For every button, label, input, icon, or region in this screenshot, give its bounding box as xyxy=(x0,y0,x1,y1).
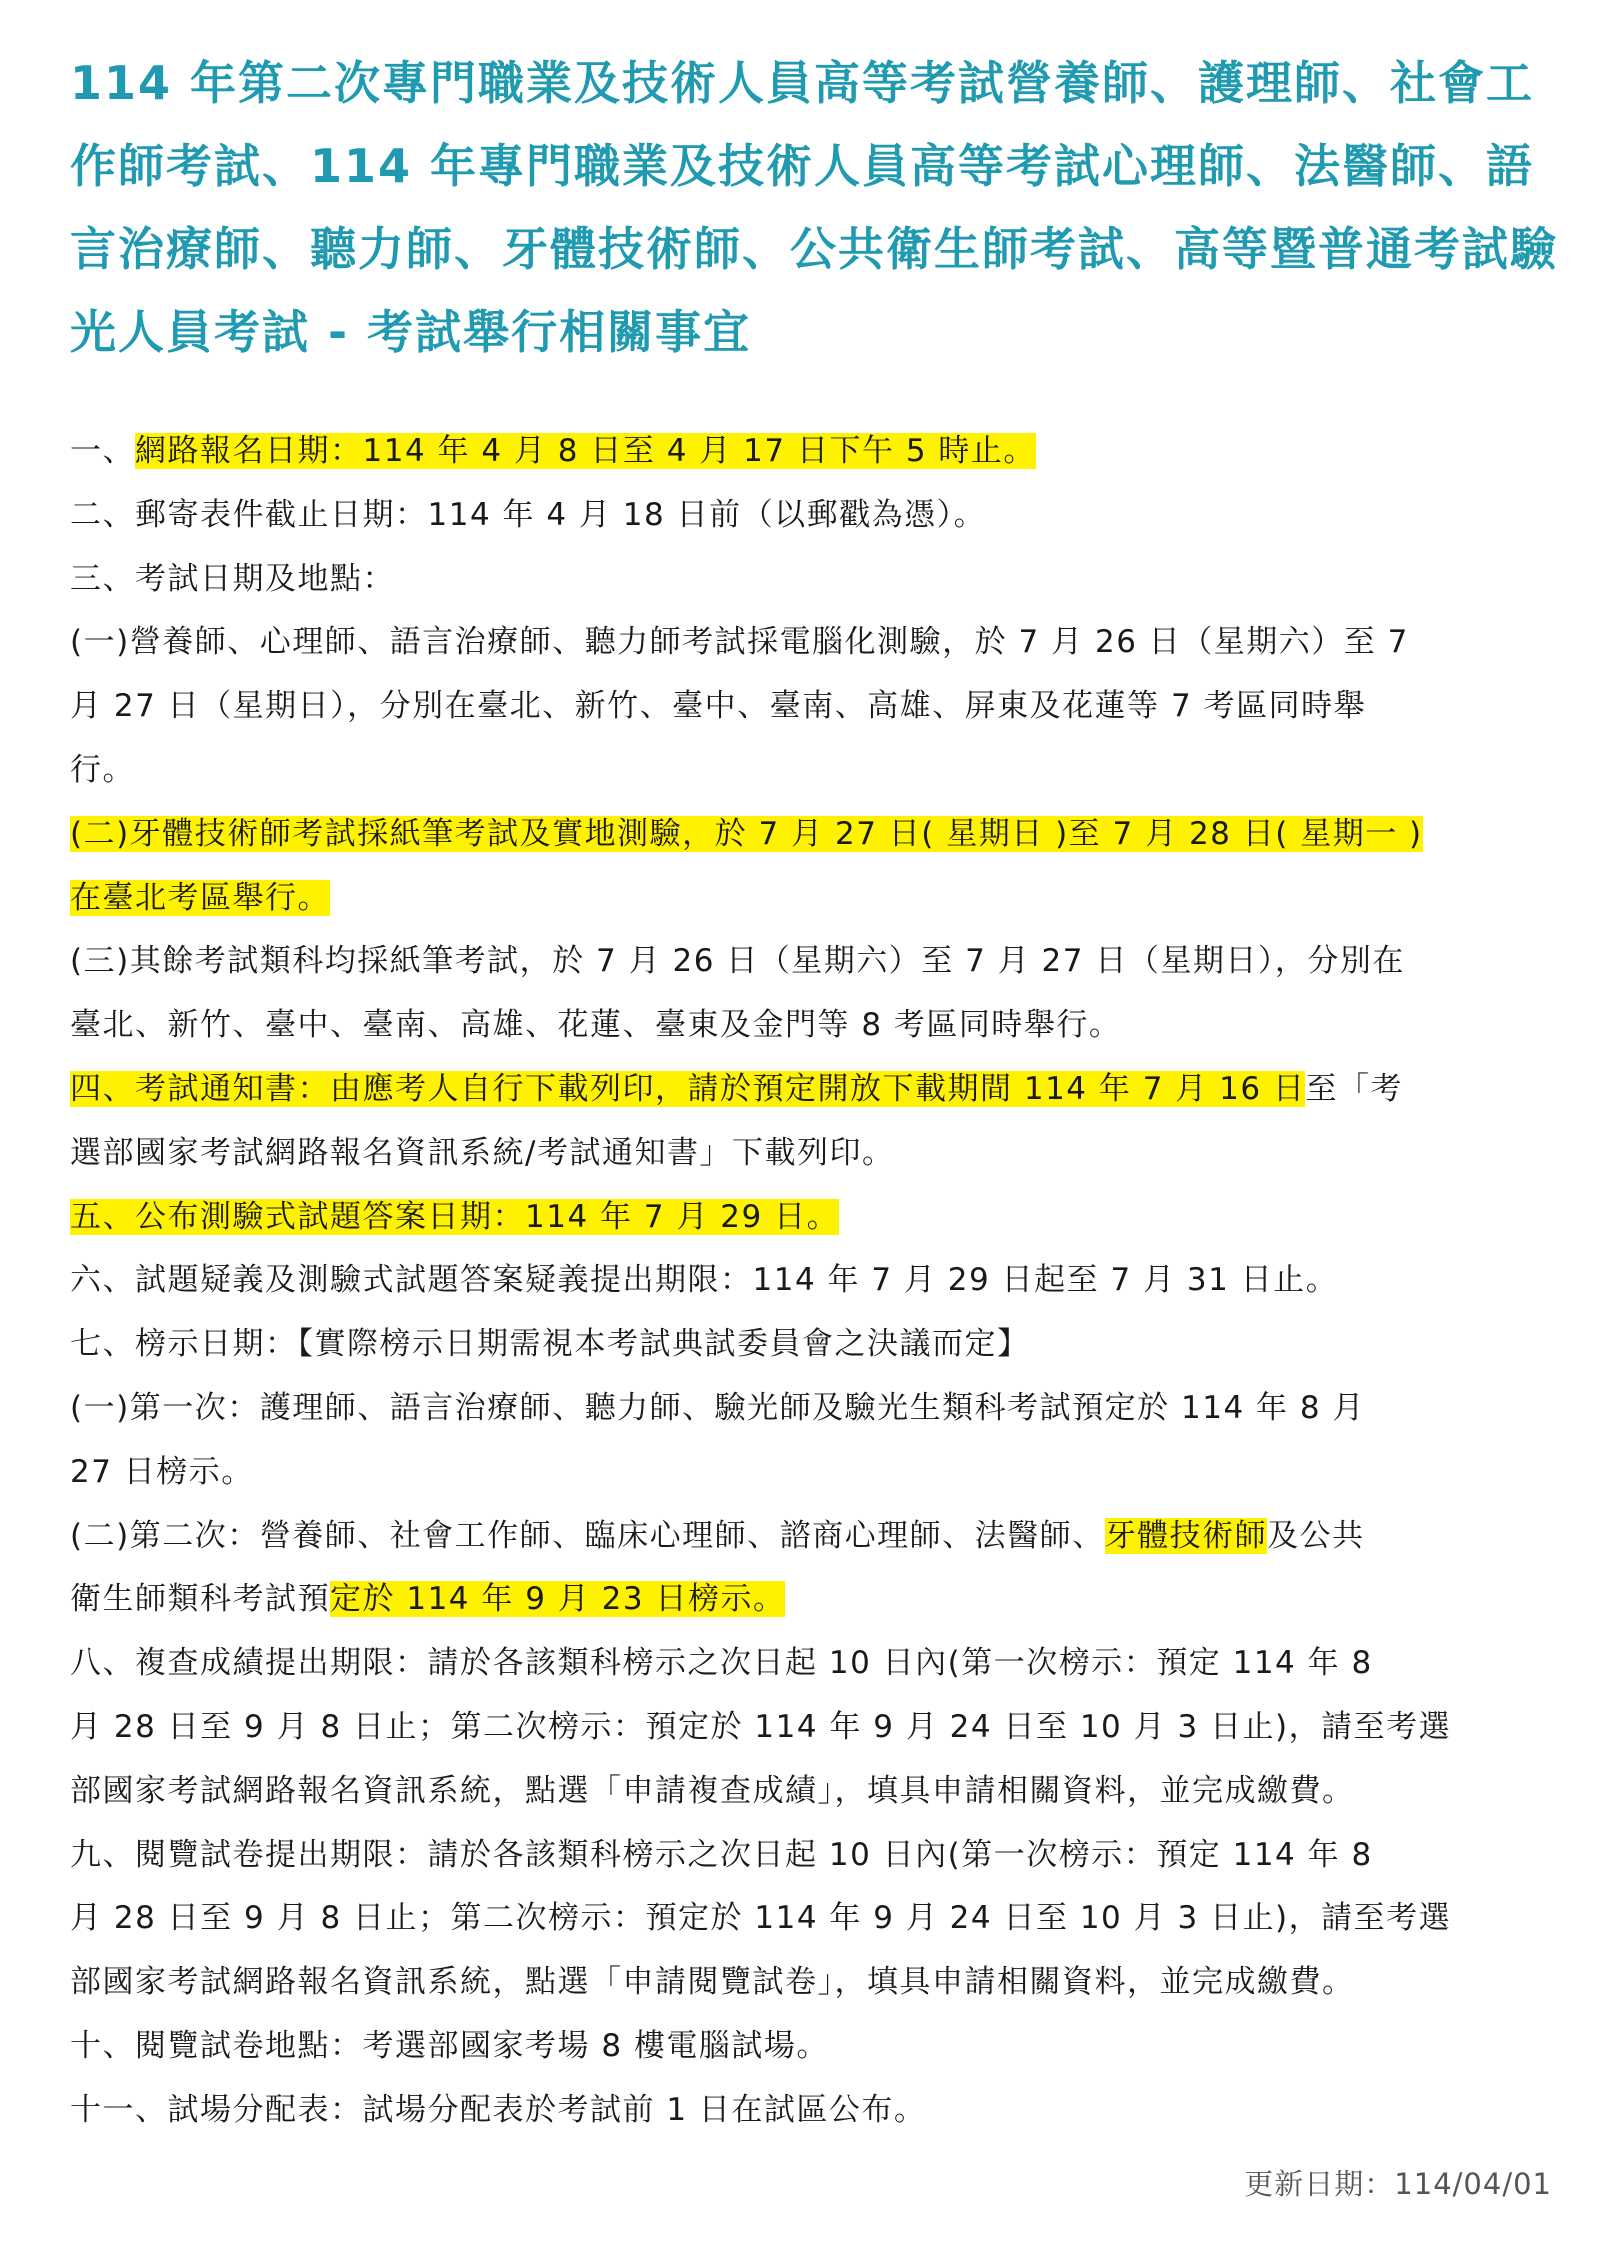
highlighted-text: 網路報名日期：114 年 4 月 8 日至 4 月 17 日下午 5 時止。 xyxy=(135,433,1036,469)
update-date: 更新日期：114/04/01 xyxy=(1244,2167,1552,2201)
highlighted-text: 牙體技術師 xyxy=(1104,1517,1268,1554)
notice-line xyxy=(70,1760,1550,1824)
notice-line xyxy=(70,1441,1550,1505)
line-text: 衛生師類科考試預 xyxy=(70,1581,330,1618)
line-text: 27 日榜示。 xyxy=(70,1453,254,1490)
line-text: 八、複查成績提出期限：請於各該類科榜示之次日起 10 日內(第一次榜示：預定 114 年 8 xyxy=(70,1645,1373,1682)
line-text: 十一、試場分配表：試場分配表於考試前 1 日在試區公布。 xyxy=(70,2091,927,2128)
highlighted-text: 定於 114 年 9 月 23 日榜示。 xyxy=(330,1581,786,1618)
line-text: 部國家考試網路報名資訊系統，點選「申請複查成績」，填具申請相關資料，並完成繳費。 xyxy=(70,1772,1355,1809)
highlighted-text: 五、公布測驗式試題答案日期：114 年 7 月 29 日。 xyxy=(70,1198,840,1235)
notice-line xyxy=(70,548,1550,612)
notice-line xyxy=(70,611,1550,675)
notice-line xyxy=(70,675,1550,739)
notice-line xyxy=(70,1696,1550,1760)
notice-line xyxy=(70,1951,1550,2015)
highlighted-text: 在臺北考區舉行。 xyxy=(70,879,330,916)
notice-line xyxy=(70,1249,1550,1313)
line-text: 十、閱覽試卷地點：考選部國家考場 8 樓電腦試場。 xyxy=(70,2027,829,2064)
line-text: (一)營養師、心理師、語言治療師、聽力師考試採電腦化測驗，於 7 月 26 日（星期六）至 7 xyxy=(70,624,1409,661)
notice-line xyxy=(70,1186,1550,1250)
line-text: (三)其餘考試類科均採紙筆考試，於 7 月 26 日（星期六）至 7 月 27 日（星期日），分別在 xyxy=(70,943,1405,980)
line-text: (一)第一次：護理師、語言治療師、聽力師、驗光師及驗光生類科考試預定於 114 年 8 月 xyxy=(70,1389,1365,1426)
line-text: 七、榜示日期：【實際榜示日期需視本考試典試委員會之決議而定】 xyxy=(70,1326,1030,1363)
notice-line xyxy=(70,2079,1550,2143)
line-text: 選部國家考試網路報名資訊系統/考試通知書」下載列印。 xyxy=(70,1134,895,1171)
line-text: 臺北、新竹、臺中、臺南、高雄、花蓮、臺東及金門等 8 考區同時舉行。 xyxy=(70,1007,1122,1044)
notice-line xyxy=(70,1122,1550,1186)
notice-line xyxy=(70,930,1550,994)
notice-line xyxy=(70,739,1550,803)
notice-line xyxy=(70,1313,1550,1377)
notice-line xyxy=(70,2015,1550,2079)
notice-line xyxy=(70,484,1550,548)
line-text: 月 28 日至 9 月 8 日止；第二次榜示：預定於 114 年 9 月 24 日至 10 月 3 日止)，請至考選 xyxy=(70,1708,1452,1745)
highlighted-text: 四、考試通知書：由應考人自行下載列印，請於預定開放下載期間 114 年 7 月 16 日 xyxy=(70,1070,1306,1107)
line-text: 二、郵寄表件截止日期：114 年 4 月 18 日前（以郵戳為憑）。 xyxy=(70,496,987,533)
highlighted-text: (二)牙體技術師考試採紙筆考試及實地測驗，於 7 月 27 日( 星期日 )至 7 月 28 日( 星期一 ) xyxy=(70,815,1423,852)
notice-line xyxy=(70,1887,1550,1951)
line-text: 及公共 xyxy=(1267,1517,1365,1554)
notice-body xyxy=(70,420,1550,2143)
line-text: 月 27 日（星期日），分別在臺北、新竹、臺中、臺南、高雄、屏東及花蓮等 7 考區同時舉 xyxy=(70,688,1367,725)
notice-line xyxy=(70,994,1550,1058)
notice-line xyxy=(70,1505,1550,1569)
notice-line xyxy=(70,803,1550,867)
notice-line xyxy=(70,1377,1550,1441)
line-text: 部國家考試網路報名資訊系統，點選「申請閱覽試卷」，填具申請相關資料，並完成繳費。 xyxy=(70,1964,1355,2001)
line-text: 至「考 xyxy=(1305,1070,1403,1107)
line-text: 行。 xyxy=(70,751,135,788)
line-text: 一、 xyxy=(70,433,135,469)
line-text: 月 28 日至 9 月 8 日止；第二次榜示：預定於 114 年 9 月 24 日至 10 月 3 日止)，請至考選 xyxy=(70,1900,1452,1937)
notice-line xyxy=(70,867,1550,931)
notice-line xyxy=(70,1568,1550,1632)
line-text: 九、閱覽試卷提出期限：請於各該類科榜示之次日起 10 日內(第一次榜示：預定 114 年 8 xyxy=(70,1836,1373,1873)
line-text: (二)第二次：營養師、社會工作師、臨床心理師、諮商心理師、法醫師、 xyxy=(70,1517,1105,1554)
page-title: 114 年第二次專門職業及技術人員高等考試營養師、護理師、社會工作師考試、114 年專門職業及技術人員高等考試心理師、法醫師、語言治療師、聽力師、牙體技術師、公共衛生師考試、高等暨普通考試驗光人員考試 - 考試舉行相關事宜 xyxy=(70,56,1558,359)
notice-line xyxy=(70,1632,1550,1696)
notice-line xyxy=(70,1824,1550,1888)
line-text: 三、考試日期及地點： xyxy=(70,560,395,597)
notice-line xyxy=(70,1058,1550,1122)
notice-line xyxy=(70,420,1550,484)
line-text: 六、試題疑義及測驗式試題答案疑義提出期限：114 年 7 月 29 日起至 7 月 31 日止。 xyxy=(70,1262,1339,1299)
